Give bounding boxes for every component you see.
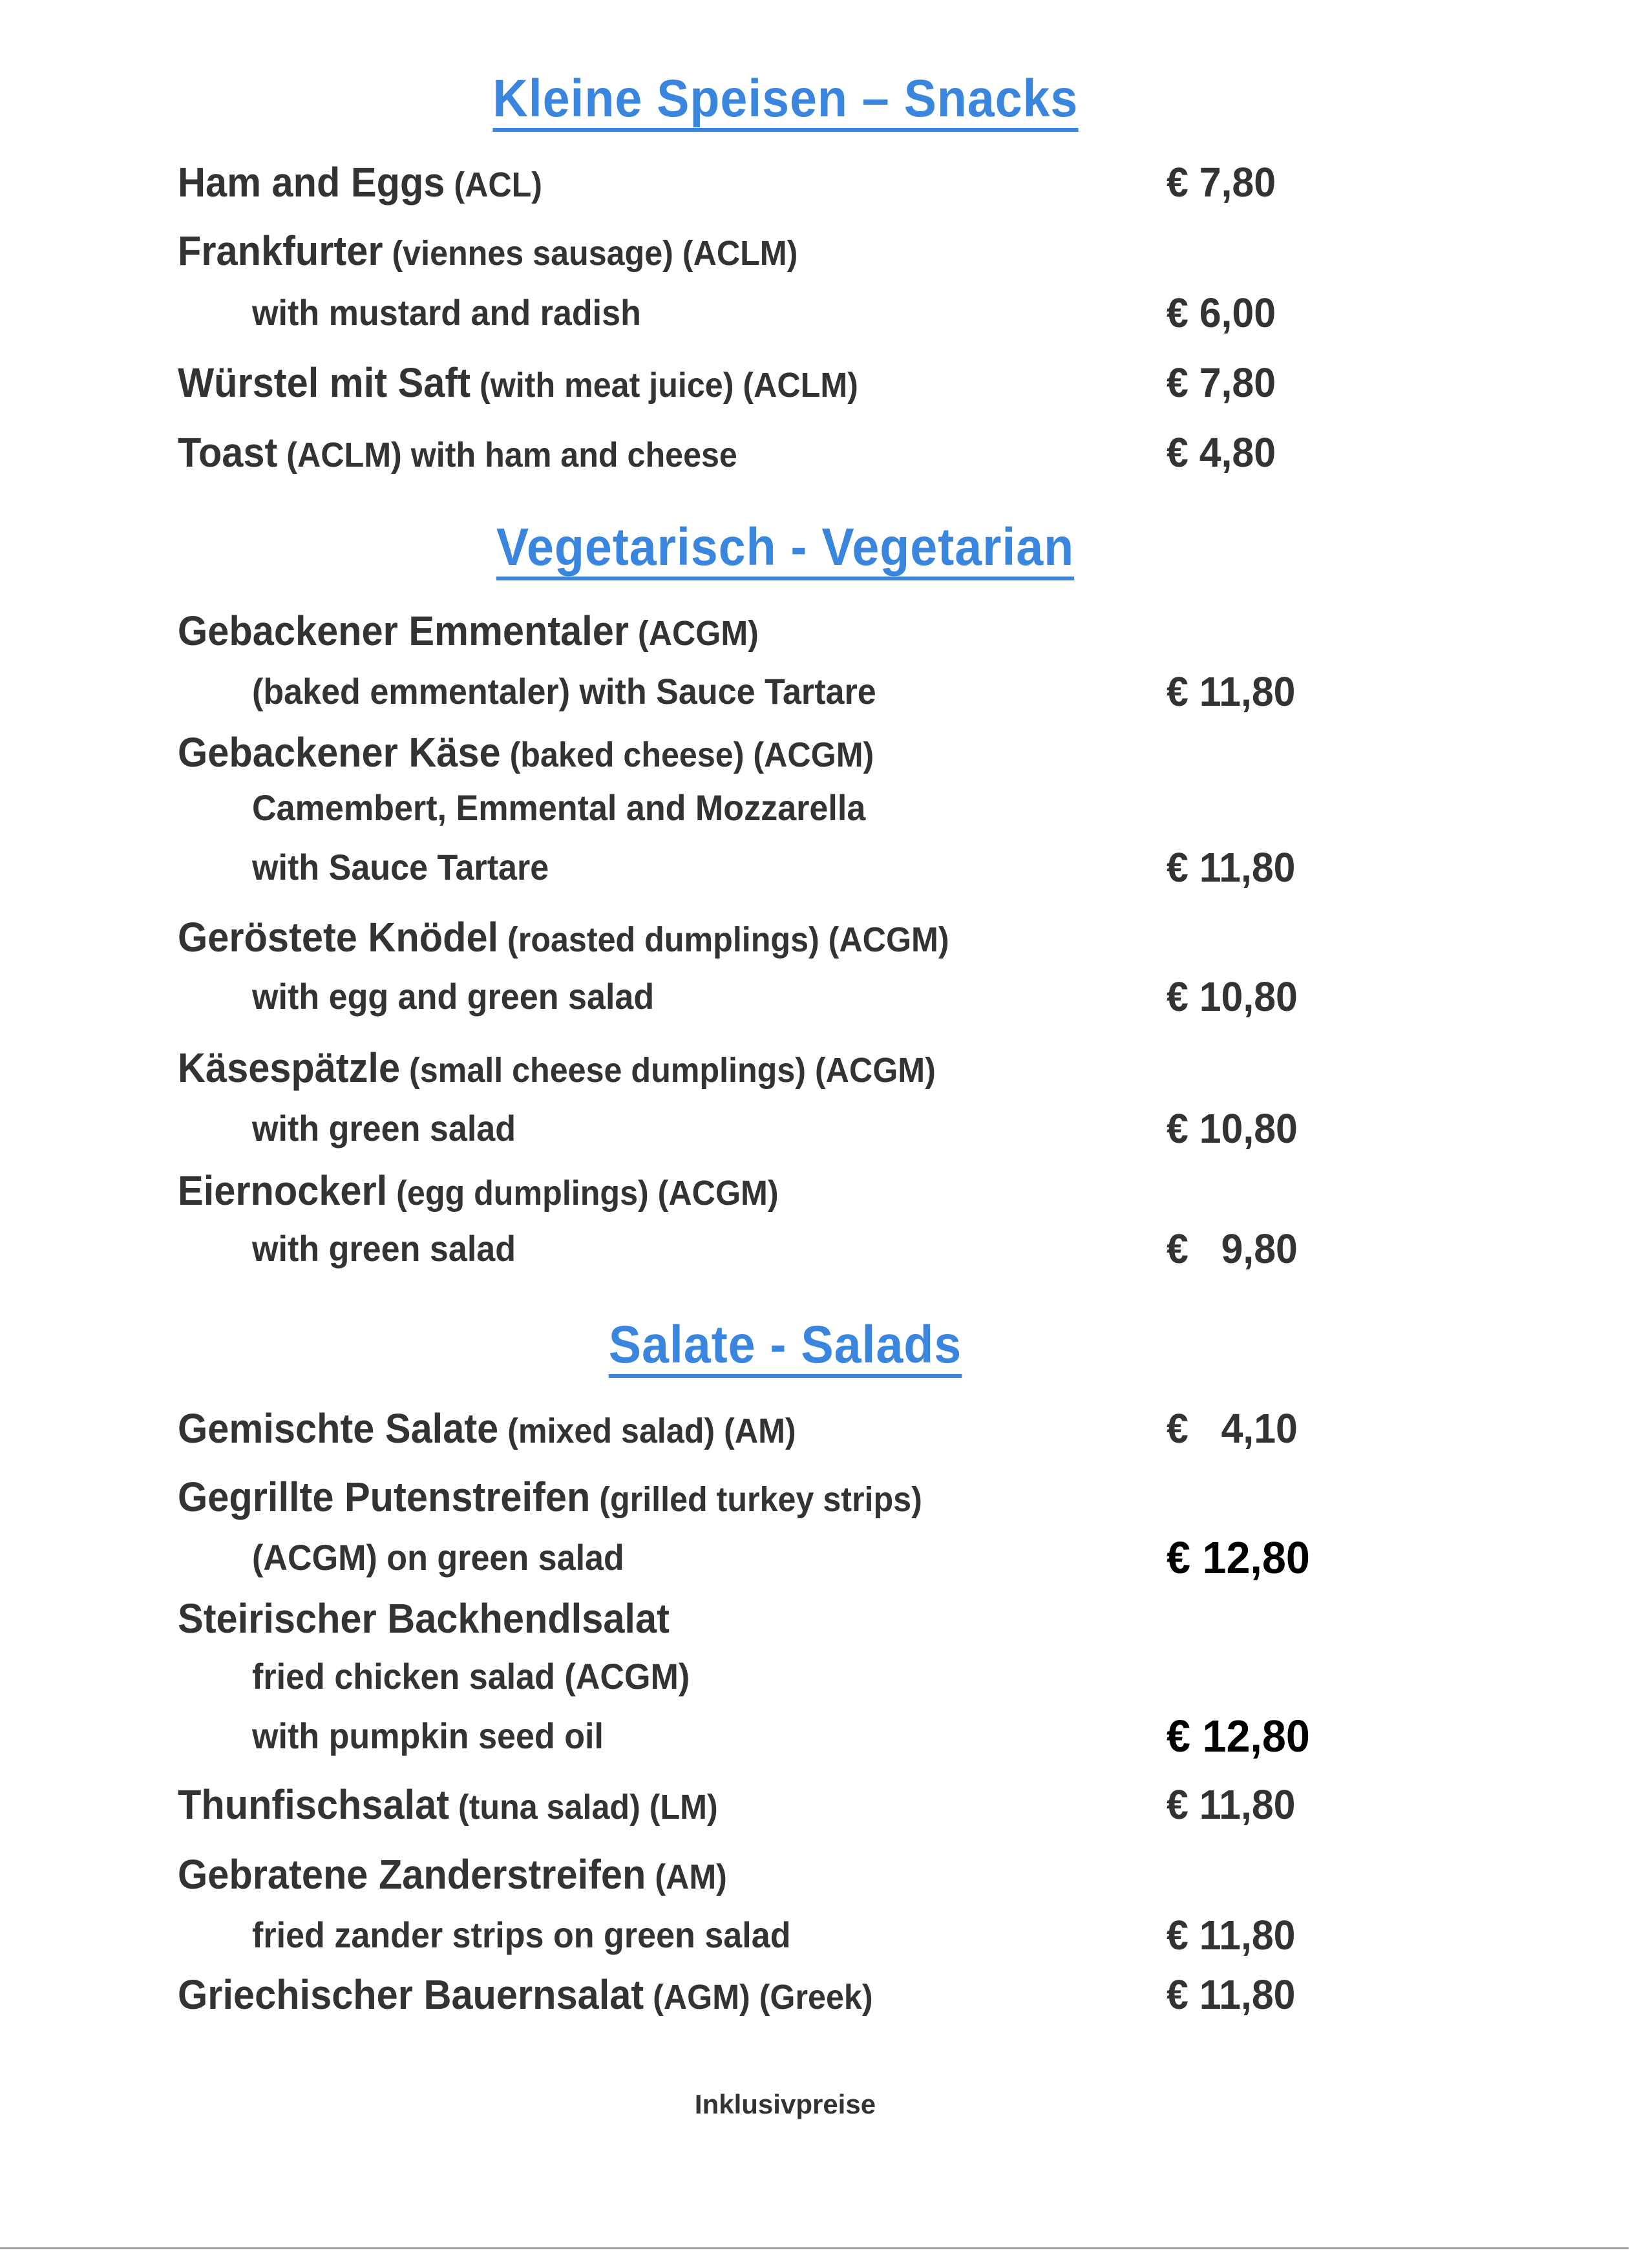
item-price: € 12,80 bbox=[1167, 1532, 1310, 1583]
item-name: Ham and Eggs bbox=[178, 159, 445, 206]
item-price: € 10,80 bbox=[1167, 1105, 1298, 1152]
item-desc: (grilled turkey strips) bbox=[590, 1480, 922, 1519]
item-desc: (tuna salad) (LM) bbox=[449, 1788, 718, 1827]
item-sub: with mustard and radish bbox=[252, 292, 641, 333]
menu-item-steirischer-backhendlsalat-sub bbox=[0, 1651, 1648, 1702]
item-name: Steirischer Backhendlsalat bbox=[178, 1595, 670, 1642]
item-desc: (viennes sausage) (ACLM) bbox=[383, 234, 798, 273]
item-price: € 11,80 bbox=[1167, 1781, 1296, 1828]
menu-item-frankfurter-sub bbox=[0, 287, 1648, 339]
menu-item-wuerstel bbox=[0, 357, 1648, 408]
item-price: € 11,80 bbox=[1167, 668, 1296, 715]
menu-item-kaesespaetzle bbox=[0, 1042, 1648, 1094]
item-price: € 11,80 bbox=[1167, 844, 1296, 891]
menu-item-geroestete-knoedel-sub bbox=[0, 971, 1648, 1023]
item-sub: with pumpkin seed oil bbox=[252, 1715, 604, 1756]
item-name: Frankfurter bbox=[178, 228, 383, 274]
menu-item-thunfischsalat bbox=[0, 1779, 1648, 1830]
item-desc: (ACL) bbox=[445, 165, 543, 204]
section-title-salads: Salate - Salads bbox=[0, 1319, 1570, 1378]
item-price: € 11,80 bbox=[1167, 1971, 1296, 2018]
item-sub: (baked emmentaler) with Sauce Tartare bbox=[252, 671, 876, 712]
menu-item-griechischer-bauernsalat bbox=[0, 1969, 1648, 2020]
menu-item-gebackener-kaese-sub2 bbox=[0, 842, 1648, 893]
item-desc: (AGM) (Greek) bbox=[644, 1978, 873, 2017]
item-sub: fried chicken salad (ACGM) bbox=[252, 1656, 690, 1697]
menu-item-gebackener-kaese bbox=[0, 726, 1648, 778]
menu-item-gebackener-emmentaler-sub bbox=[0, 666, 1648, 717]
menu-item-toast bbox=[0, 427, 1648, 478]
menu-item-gebratene-zanderstreifen-sub bbox=[0, 1909, 1648, 1961]
item-name: Gebratene Zanderstreifen bbox=[178, 1851, 646, 1898]
item-sub: with egg and green salad bbox=[252, 976, 655, 1017]
item-price: € 12,80 bbox=[1167, 1711, 1310, 1761]
menu-item-eiernockerl-sub bbox=[0, 1223, 1648, 1275]
item-sub: fried zander strips on green salad bbox=[252, 1914, 791, 1955]
item-desc: (ACLM) with ham and cheese bbox=[277, 436, 737, 474]
item-price: € 4,80 bbox=[1167, 429, 1276, 476]
item-name: Griechischer Bauernsalat bbox=[178, 1971, 644, 2018]
menu-item-gegrillte-putenstreifen-sub bbox=[0, 1532, 1648, 1584]
item-price: € 6,00 bbox=[1167, 290, 1276, 336]
item-name: Gemischte Salate bbox=[178, 1405, 499, 1452]
section-title-snacks: Kleine Speisen – Snacks bbox=[0, 72, 1570, 132]
menu-item-steirischer-backhendlsalat bbox=[0, 1593, 1648, 1644]
menu-item-gebackener-kaese-sub bbox=[0, 782, 1648, 834]
item-name: Toast bbox=[178, 429, 278, 476]
item-desc: (baked cheese) (ACGM) bbox=[500, 736, 874, 774]
item-sub: (ACGM) on green salad bbox=[252, 1537, 624, 1578]
bottom-rule bbox=[0, 2247, 1629, 2249]
footer-note: Inklusivpreise bbox=[694, 2089, 876, 2119]
menu-item-ham-and-eggs bbox=[0, 156, 1648, 208]
item-price: € 4,10 bbox=[1167, 1405, 1298, 1452]
menu-item-gemischte-salate bbox=[0, 1403, 1648, 1454]
item-price: € 11,80 bbox=[1167, 1912, 1296, 1958]
item-name: Geröstete Knödel bbox=[178, 914, 499, 960]
menu-item-geroestete-knoedel bbox=[0, 911, 1648, 963]
item-price: € 7,80 bbox=[1167, 159, 1276, 206]
item-price: € 9,80 bbox=[1167, 1225, 1298, 1272]
item-desc: (mixed salad) (AM) bbox=[498, 1412, 796, 1450]
menu-item-frankfurter bbox=[0, 225, 1648, 277]
menu-item-kaesespaetzle-sub bbox=[0, 1103, 1648, 1154]
menu-item-gegrillte-putenstreifen bbox=[0, 1471, 1648, 1523]
item-desc: (roasted dumplings) (ACGM) bbox=[498, 920, 949, 959]
item-desc: (egg dumplings) (ACGM) bbox=[387, 1174, 779, 1213]
item-name: Eiernockerl bbox=[178, 1167, 388, 1214]
item-name: Gegrillte Putenstreifen bbox=[178, 1474, 591, 1520]
item-name: Käsespätzle bbox=[178, 1044, 401, 1091]
item-price: € 10,80 bbox=[1167, 973, 1298, 1020]
section-title-vegetarian: Vegetarisch - Vegetarian bbox=[0, 521, 1570, 580]
item-price: € 7,80 bbox=[1167, 359, 1276, 406]
item-desc: (with meat juice) (ACLM) bbox=[470, 366, 858, 405]
item-sub: Camembert, Emmental and Mozzarella bbox=[252, 787, 866, 828]
item-name: Gebackener Käse bbox=[178, 729, 501, 776]
item-name: Würstel mit Saft bbox=[178, 359, 471, 406]
item-sub: with green salad bbox=[252, 1228, 516, 1269]
item-desc: (ACGM) bbox=[629, 614, 759, 653]
item-desc: (small cheese dumplings) (ACGM) bbox=[400, 1051, 936, 1090]
menu-item-steirischer-backhendlsalat-sub2 bbox=[0, 1710, 1648, 1762]
item-sub: with green salad bbox=[252, 1108, 516, 1149]
menu-item-gebackener-emmentaler bbox=[0, 605, 1648, 657]
menu-item-gebratene-zanderstreifen bbox=[0, 1849, 1648, 1900]
item-sub: with Sauce Tartare bbox=[252, 847, 549, 887]
menu-item-eiernockerl bbox=[0, 1165, 1648, 1216]
item-name: Gebackener Emmentaler bbox=[178, 608, 629, 654]
item-desc: (AM) bbox=[646, 1858, 727, 1896]
item-name: Thunfischsalat bbox=[178, 1781, 450, 1828]
